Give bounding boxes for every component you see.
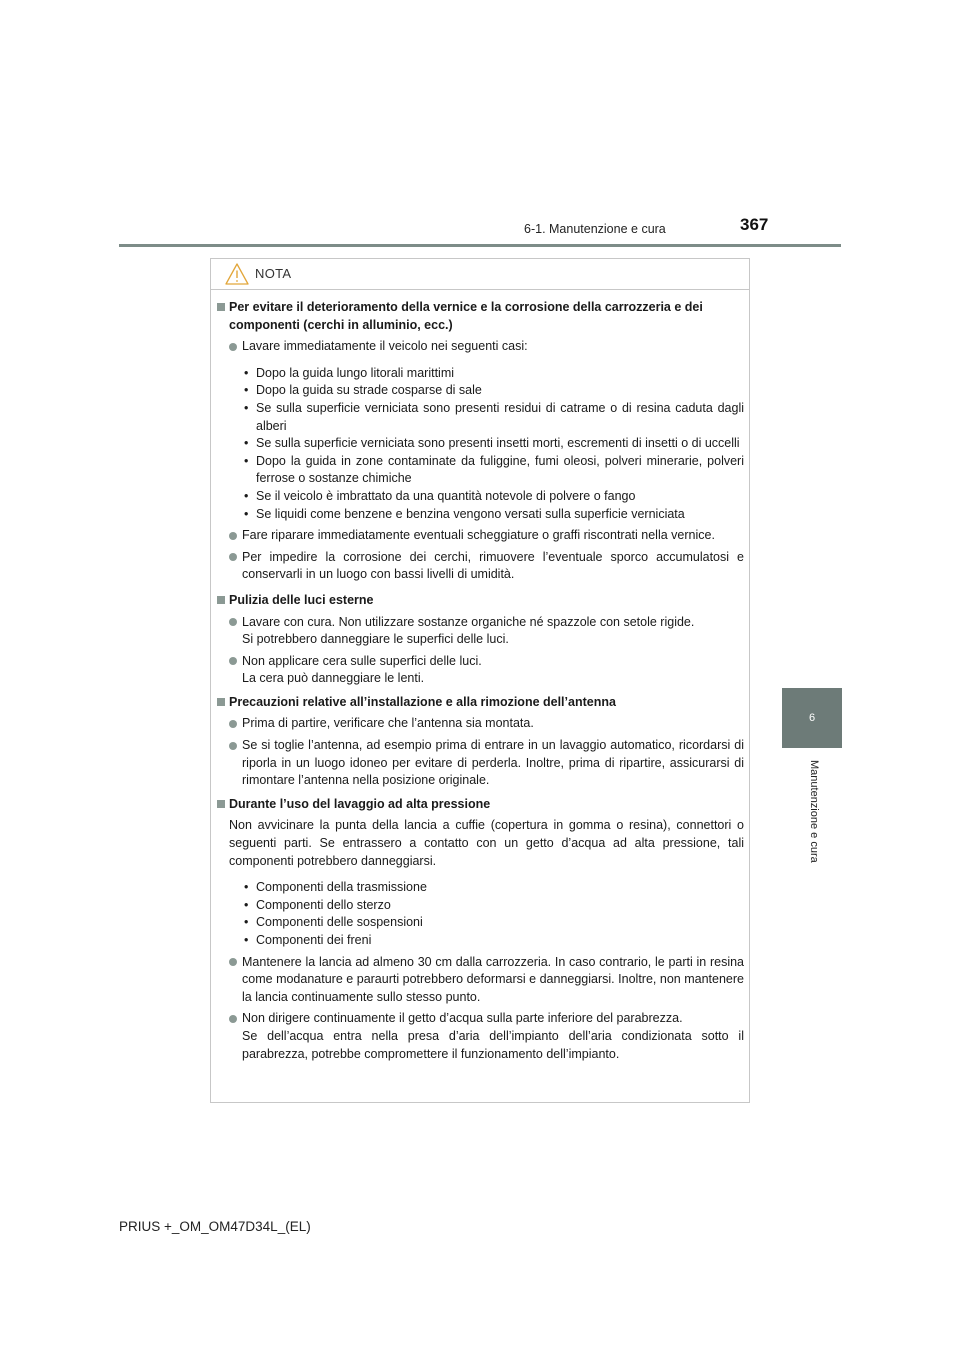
chapter-tab-label: Manutenzione e cura <box>808 760 820 863</box>
bullet-point: Mantenere la lancia ad almeno 30 cm dalla carrozzeria. In caso contrario, le parti in resina come modanature e paraurti potrebbero deformarsi e danneggiarsi. Inoltre, non mantenere la lancia continuamente sullo stesso punto. <box>217 954 744 1007</box>
header-rule <box>119 244 841 247</box>
round-bullet-icon <box>229 958 237 966</box>
sub-item: • Se sulla superficie verniciata sono presenti insetti morti, escrementi di insetti o di uccelli <box>244 436 740 451</box>
section-heading: Durante l’uso del lavaggio ad alta pressione <box>217 796 744 814</box>
sub-item: • Se liquidi come benzene e benzina vengono versati sulla superficie verniciata <box>244 506 685 521</box>
sub-item: • Se il veicolo è imbrattato da una quantità notevole di polvere o fango <box>244 488 636 503</box>
round-bullet-icon <box>229 343 237 351</box>
chapter-tab-number: 6 <box>808 712 816 724</box>
section-heading: Per evitare il deterioramento della vernice e la corrosione della carrozzeria e dei componenti (cerchi in alluminio, ecc.) <box>217 299 744 334</box>
square-bullet-icon <box>217 596 225 604</box>
note-title: NOTA <box>255 266 292 281</box>
round-bullet-icon <box>229 742 237 750</box>
round-bullet-icon <box>229 553 237 561</box>
bullet-point: Non dirigere continuamente il getto d’acqua sulla parte inferiore del parabrezza. Se dell’acqua entra nella presa d’aria dell’impianto dell’aria condizionata sotto il parabrezza, potrebbe compromettere il funzionamento dell’impianto. <box>217 1010 744 1063</box>
note-body <box>217 299 744 1067</box>
note-box <box>210 258 750 1103</box>
sub-item: • Dopo la guida in zone contaminate da fuliggine, fumi oleosi, polveri minerarie, polveri ferrose o sostanze chimiche <box>244 453 744 486</box>
section-heading: Pulizia delle luci esterne <box>217 592 744 610</box>
footer-document-code: PRIUS +_OM_OM47D34L_(EL) <box>119 1219 311 1234</box>
sub-item: • Componenti dello sterzo <box>244 897 391 912</box>
chapter-tab <box>782 688 842 748</box>
sub-item: • Componenti della trasmissione <box>244 880 427 895</box>
bullet-point: Prima di partire, verificare che l’antenna sia montata. <box>217 715 744 733</box>
sub-item: • Componenti delle sospensioni <box>244 915 423 930</box>
square-bullet-icon <box>217 800 225 808</box>
bullet-point: Lavare immediatamente il veicolo nei seguenti casi: <box>217 338 744 356</box>
bullet-point: Fare riparare immediatamente eventuali scheggiature o graffi riscontrati nella vernice. <box>217 527 744 545</box>
bullet-point: Per impedire la corrosione dei cerchi, rimuovere l’eventuale sporco accumulatosi e conservarli in un luogo con bassi livelli di umidità. <box>217 549 744 584</box>
paragraph: Non avvicinare la punta della lancia a cuffie (copertura in gomma o resina), connettori o seguenti parti. Se entrassero a contatto con un getto d’acqua ad alta pressione, tali componenti potrebbero danneggiarsi. <box>229 818 744 868</box>
note-header <box>211 259 749 290</box>
round-bullet-icon <box>229 657 237 665</box>
sub-item: • Dopo la guida su strade cosparse di sale <box>244 383 482 398</box>
round-bullet-icon <box>229 532 237 540</box>
round-bullet-icon <box>229 1015 237 1023</box>
round-bullet-icon <box>229 720 237 728</box>
square-bullet-icon <box>217 303 225 311</box>
square-bullet-icon <box>217 698 225 706</box>
bullet-point: Lavare con cura. Non utilizzare sostanze organiche né spazzole con setole rigide. Si potrebbero danneggiare le superfici delle luci. <box>217 614 744 649</box>
sub-item: • Componenti dei freni <box>244 933 372 947</box>
page-number: 367 <box>740 215 769 234</box>
bullet-point: Se si toglie l’antenna, ad esempio prima di entrare in un lavaggio automatico, ricordarsi di riporla in un luogo idoneo per evitare di perderla. Inoltre, prima di ripartire, assicurarsi di rimontare l’antenna nella posizione originale. <box>217 737 744 790</box>
bullet-point: Non applicare cera sulle superfici delle luci. La cera può danneggiare le lenti. <box>217 653 744 688</box>
warning-icon <box>225 263 249 285</box>
round-bullet-icon <box>229 618 237 626</box>
header-section-title: 6-1. Manutenzione e cura <box>524 222 666 236</box>
sub-item: • Se sulla superficie verniciata sono presenti residui di catrame o di resina caduta dagli alberi <box>244 400 744 433</box>
sub-item: • Dopo la guida lungo litorali marittimi <box>244 365 455 380</box>
section-heading: Precauzioni relative all’installazione e alla rimozione dell’antenna <box>217 694 744 712</box>
